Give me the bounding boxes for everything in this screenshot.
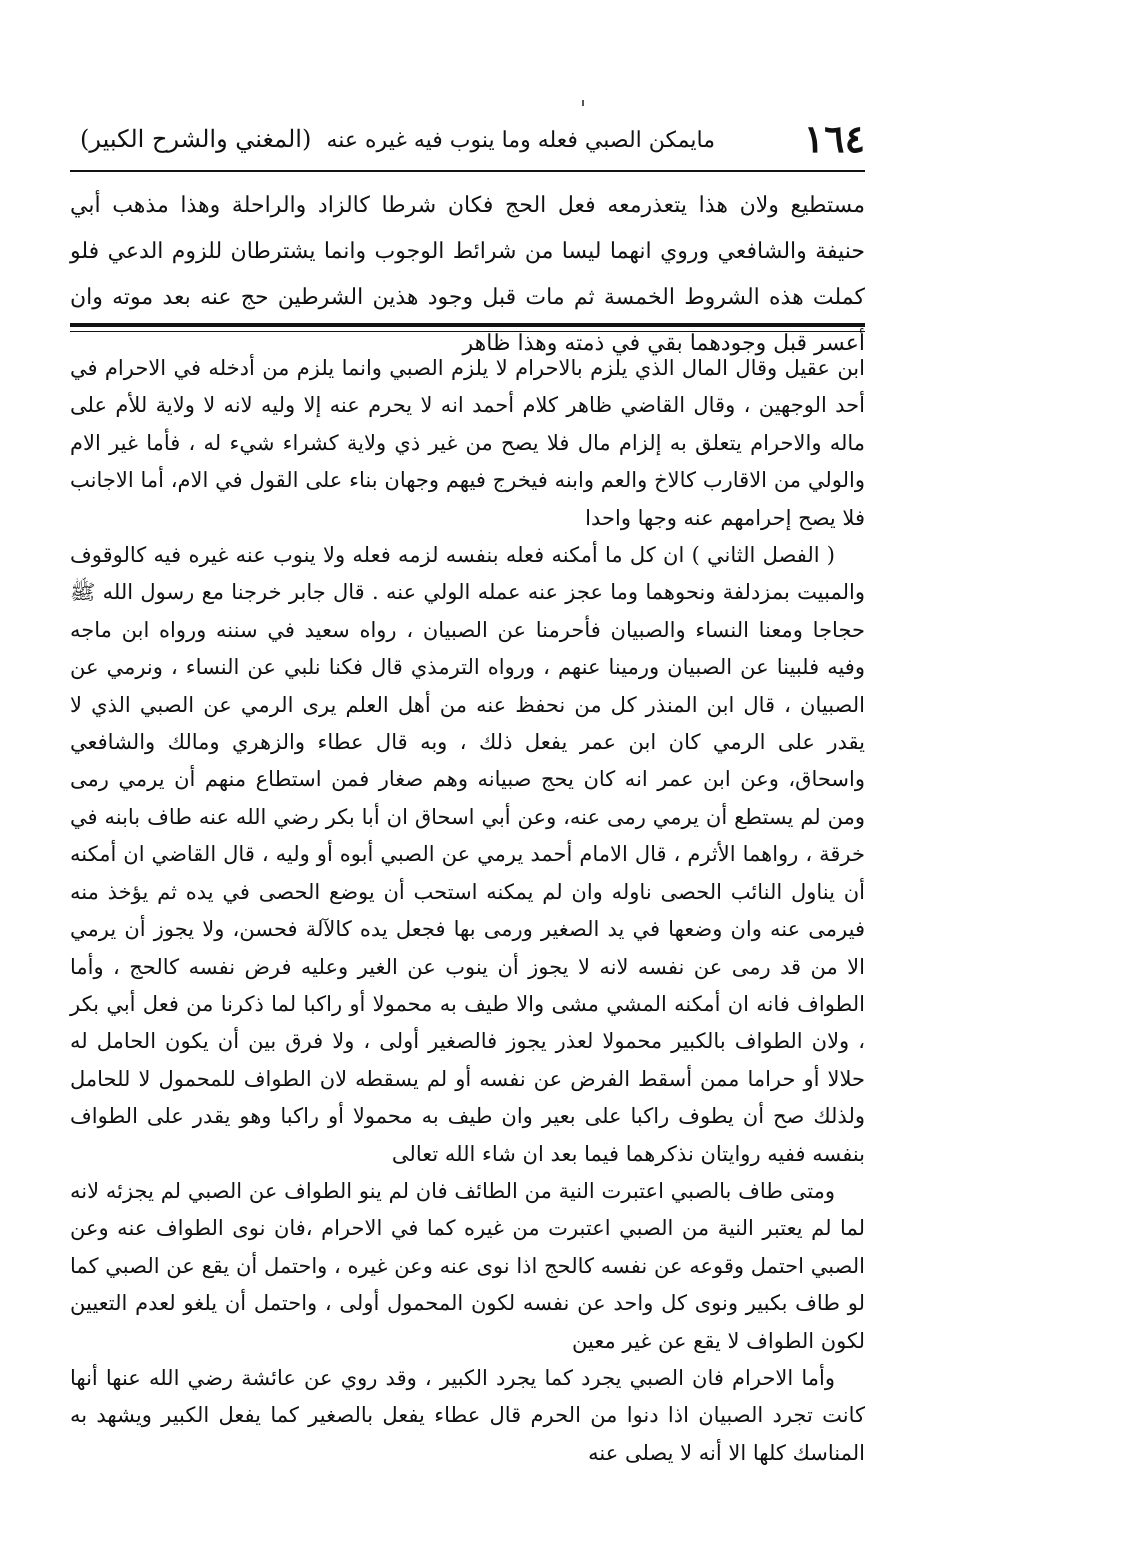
header-rule <box>70 170 865 172</box>
running-title: مايمكن الصبي فعله وما ينوب فيه غيره عنه <box>326 128 715 153</box>
top-section <box>70 183 865 367</box>
scan-mark <box>582 100 584 106</box>
main-paragraph-4: وأما الاحرام فان الصبي يجرد كما يجرد الكبير ، وقد روي عن عائشة رضي الله عنها أنها كانت تجرد الصبيان اذا دنوا من الحرم قال عطاء يفعل بالصغير كما يفعل الكبير ويشهد به المناسك كلها الا أنه لا يصلى عنه <box>70 1365 865 1465</box>
section-divider-thin <box>70 331 865 332</box>
main-paragraph-1: ابن عقيل وقال المال الذي يلزم بالاحرام لا يلزم الصبي وانما يلزم من أدخله في الاحرام في أحد الوجهين ، وقال القاضي ظاهر كلام أحمد انه لا يحرم عنه إلا وليه لانه لا ولاية للأم على ماله والاحرام يتعلق به إلزام مال فلا يصح من غير ذي ولاية كشراء شيء له ، فأما غير الام والولي من الاقارب كالاخ والعم وابنه فيخرج فيهم وجهان بناء على القول في الام، أما الاجانب فلا يصح إحرامهم عنه وجها واحدا <box>70 356 865 530</box>
main-paragraph-2: ( الفصل الثاني ) ان كل ما أمكنه فعله بنفسه لزمه فعله ولا ينوب عنه غيره فيه كالوقوف والمبيت بمزدلفة ونحوهما وما عجز عنه عمله الولي عنه . قال جابر خرجنا مع رسول الله ﷺ حجاجا ومعنا النساء والصبيان فأحرمنا عن الصبيان ، رواه سعيد في سننه ورواه ابن ماجه وفيه فلبينا عن الصبيان ورمينا عنهم ، ورواه الترمذي قال فكنا نلبي عن النساء ، ونرمي عن الصبيان ، قال ابن المنذر كل من نحفظ عنه من أهل العلم يرى الرمي عن الصبي الذي لا يقدر على الرمي كان ابن عمر يفعل ذلك ، وبه قال عطاء والزهري ومالك والشافعي واسحاق، وعن ابن عمر انه كان يحج صبيانه وهم صغار فمن استطاع منهم أن يرمي رمى ومن لم يستطع أن يرمي رمى عنه، وعن أبي اسحاق ان أبا بكر رضي الله عنه طاف بابنه في خرقة ، رواهما الأثرم ، قال الامام أحمد يرمي عن الصبي أبوه أو وليه ، قال القاضي ان أمكنه أن يناول النائب الحصى ناوله وان لم يمكنه استحب أن يوضع الحصى في يده ثم يؤخذ منه فيرمى عنه وان وضعها في يد الصغير ورمى بها فجعل يده كالآلة فحسن، ولا يجوز أن يرمي الا من قد رمى عن نفسه لانه لا يجوز أن ينوب عن الغير وعليه فرض نفسه كالحج ، وأما الطواف فانه ان أمكنه المشي مشى والا طيف به محمولا أو راكبا لما ذكرنا من فعل أبي بكر ، ولان الطواف بالكبير محمولا لعذر يجوز فالصغير أولى ، ولا فرق بين أن يكون الحامل له حلالا أو حراما ممن أسقط الفرض عن نفسه أو لم يسقطه لان الطواف للمحمول لا للحامل ولذلك صح أن يطوف راكبا على بعير وان طيف به محمولا أو راكبا وهو يقدر على الطواف بنفسه ففيه روايتان نذكرهما فيما بعد ان شاء الله تعالى <box>70 543 865 1166</box>
section-divider-thick <box>70 323 865 327</box>
main-section <box>70 350 865 1472</box>
main-paragraph-3: ومتى طاف بالصبي اعتبرت النية من الطائف فان لم ينو الطواف عن الصبي لم يجزئه لانه لما لم يعتبر النية من الصبي اعتبرت من غيره كما في الاحرام ،فان نوى الطواف عنه وعن الصبي احتمل وقوعه عن نفسه كالحج اذا نوى عنه وعن غيره ، واحتمل أن يقع عن الصبي كما لو طاف بكبير ونوى كل واحد عن نفسه لكون المحمول أولى ، واحتمل أن يلغو لعدم التعيين لكون الطواف لا يقع عن غير معين <box>70 1178 865 1353</box>
top-paragraph: مستطيع ولان هذا يتعذرمعه فعل الحج فكان شرطا كالزاد والراحلة وهذا مذهب أبي حنيفة والشافعي وروي انهما ليسا من شرائط الوجوب وانما يشترطان للزوم الدعي فلو كملت هذه الشروط الخمسة ثم مات قبل وجود هذين الشرطين حج عنه بعد موته وان أعسر قبل وجودهما بقي في ذمته وهذا ظاهر <box>70 193 865 356</box>
page-header <box>80 118 865 166</box>
book-title: (المغني والشرح الكبير) <box>80 125 312 153</box>
page-number: ١٦٤ <box>803 116 865 161</box>
